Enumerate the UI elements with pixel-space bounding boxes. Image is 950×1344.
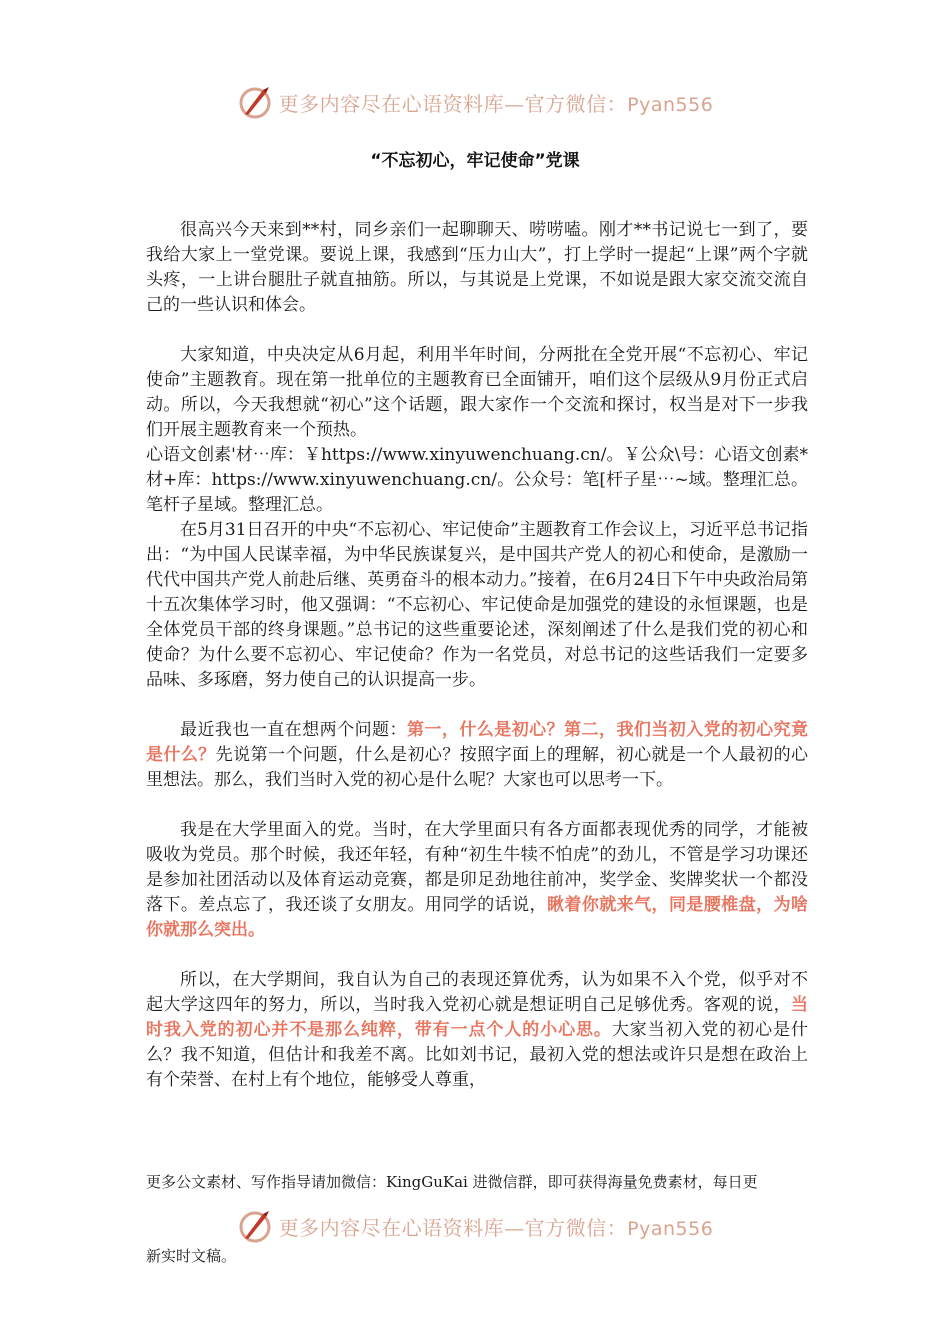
- paragraph-5-emphasis: 第一，什么是初心？第二，我们当初入党的初心究竟是什么？: [146, 720, 809, 765]
- paragraph-7-text-b: 大家当初入党的初心是什么？我不知道，但估计和我差不离。比如刘书记，最初入党的想法或许只是想在政治上有个荣誉、在村上有个地位，能够受人尊重，: [146, 1020, 809, 1090]
- footer-promo-line-2: 新实时文稿。: [146, 1247, 237, 1265]
- paragraph-5-text-b: 先说第一个问题，什么是初心？按照字面上的理解，初心就是一个人最初的心里想法。那么，我们当时入党的初心是什么呢？大家也可以思考一下。: [146, 745, 809, 790]
- document-body: [146, 218, 808, 1093]
- quill-logo-icon: [237, 1208, 273, 1244]
- paragraph-4: 在5月31日召开的中央“不忘初心、牢记使命”主题教育工作会议上，习近平总书记指出：“为中国人民谋幸福，为中华民族谋复兴，是中国共产党人的初心和使命，是激励一代代中国共产党人前赴后继、英勇奋斗的根本动力。”接着，在6月24日下午中央政治局第十五次集体学习时，他又强调：“不忘初心、牢记使命是加强党的建设的永恒课题，也是全体党员干部的终身课题。”总书记的这些重要论述，深刻阐述了什么是我们党的初心和使命？为什么要不忘初心、牢记使命？作为一名党员，对总书记的这些话我们一定要多品味、多琢磨，努力使自己的认识提高一步。: [146, 520, 808, 690]
- watermark-wechat-id: Pyan556: [627, 93, 714, 116]
- footer-promo-line-1: 更多公文素材、写作指导请加微信：KingGuKai 进微信群，即可获得海量免费素材，每日更: [146, 1173, 758, 1191]
- paragraph-3-watermark-text: 心语文创素'材⋯库：￥https://www.xinyuwenchuang.cn/。￥公众\号：心语文创素*材+库：https://www.xinyuwenchuang.cn/。公众号：笔[杆子星⋯~域。整理汇总。笔杆子星域。整理汇总。: [146, 445, 808, 515]
- watermark-banner-bottom: [0, 1206, 950, 1246]
- quill-logo-icon: [237, 84, 273, 120]
- document-title: “不忘初心，牢记使命”党课: [370, 151, 580, 171]
- watermark-wechat-id: Pyan556: [627, 1217, 714, 1240]
- paragraph-7: [146, 968, 808, 1093]
- paragraph-5: [146, 718, 808, 793]
- paragraph-6: [146, 818, 808, 943]
- paragraph-6-emphasis: 瞅着你就来气，同是腰椎盘，为啥你就那么突出。: [146, 895, 809, 940]
- watermark-text: 更多内容尽在心语资料库—官方微信：Pyan556: [278, 91, 714, 116]
- paragraph-7-emphasis: 当时我入党的初心并不是那么纯粹，带有一点个人的小心思。: [146, 995, 808, 1040]
- watermark-banner-top: [0, 82, 950, 122]
- watermark-text: 更多内容尽在心语资料库—官方微信：Pyan556: [278, 1215, 714, 1240]
- paragraph-6-text-a: 我是在大学里面入的党。当时，在大学里面只有各方面都表现优秀的同学，才能被吸收为党员。那个时候，我还年轻，有种“初生牛犊不怕虎”的劲儿，不管是学习功课还是参加社团活动以及体育运动竞赛，都是卯足劲地往前冲，奖学金、奖牌奖状一个都没落下。差点忘了，我还谈了女朋友。用同学的话说，: [146, 820, 808, 915]
- paragraph-1: 很高兴今天来到**村，同乡亲们一起聊聊天、唠唠嗑。刚才**书记说七一到了，要我给大家上一堂党课。要说上课，我感到“压力山大”，打上学时一提起“上课”两个字就头疼，一上讲台腿肚子就直抽筋。所以，与其说是上党课，不如说是跟大家交流交流自己的一些认识和体会。: [146, 220, 808, 315]
- paragraph-5-text-a: 最近我也一直在想两个问题：: [180, 720, 407, 740]
- paragraph-7-text-a: 所以，在大学期间，我自认为自己的表现还算优秀，认为如果不入个党，似乎对不起大学这四年的努力，所以，当时我入党初心就是想证明自己足够优秀。客观的说，: [146, 970, 808, 1015]
- paragraph-2: 大家知道，中央决定从6月起，利用半年时间，分两批在全党开展“不忘初心、牢记使命”主题教育。现在第一批单位的主题教育已全面铺开，咱们这个层级从9月份正式启动。所以，今天我想就“初心”这个话题，跟大家作一个交流和探讨，权当是对下一步我们开展主题教育来一个预热。: [146, 345, 808, 440]
